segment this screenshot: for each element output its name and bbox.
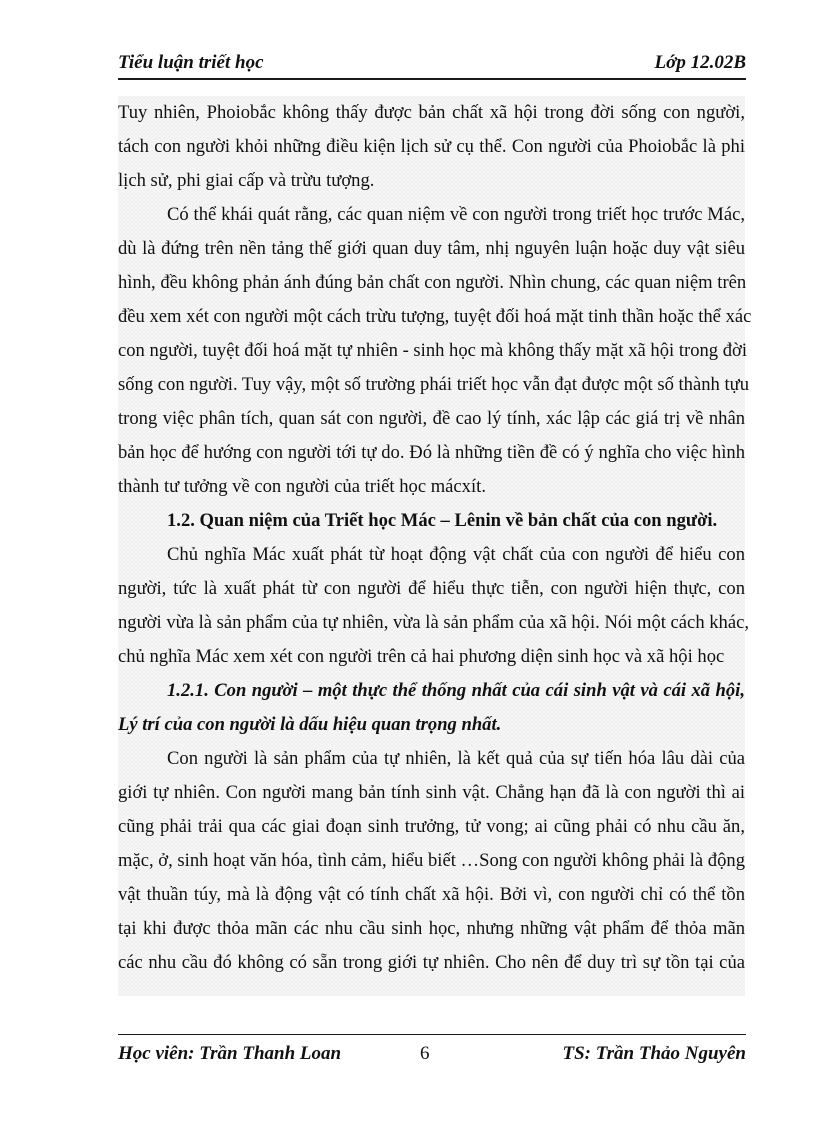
section-heading: 1.2. Quan niệm của Triết học Mác – Lênin về bản chất của con người. (167, 510, 718, 531)
text-line: Tuy nhiên, Phoiobắc không thấy được bản chất xã hội trong đời sống con người, (118, 102, 745, 123)
text-line: thành tư tưởng về con người của triết học mácxít. (118, 476, 486, 497)
header-title: Tiểu luận triết học (118, 52, 264, 73)
text-line: người vừa là sản phẩm của tự nhiên, vừa là sản phẩm của xã hội. Nói một cách khác, (118, 612, 750, 633)
text-line: con người, tuyệt đối hoá mặt tự nhiên - sinh học mà không thấy mặt xã hội trong đời (118, 340, 748, 361)
text-line: bản học để hướng con người tới tự do. Đó là những tiền đề có ý nghĩa cho việc hình (118, 442, 745, 463)
text-line: tách con người khỏi những điều kiện lịch sử cụ thể. Con người của Phoiobắc là phi (118, 136, 745, 157)
text-line: vật thuần túy, mà là động vật có tính chất xã hội. Bởi vì, con người chỉ có thể tồn (118, 884, 745, 905)
page-footer (118, 1034, 746, 1067)
text-line: sống con người. Tuy vậy, một số trường phái triết học vẫn đạt được một số thành tựu (118, 374, 750, 395)
text-line: Có thể khái quát rằng, các quan niệm về con người trong triết học trước Mác, (167, 204, 745, 225)
text-line: tại khi được thỏa mãn các nhu cầu sinh học, nhưng những vật phẩm để thỏa mãn (118, 918, 745, 939)
text-line: mặc, ở, sinh hoạt văn hóa, tình cảm, hiểu biết …Song con người không phải là động (118, 850, 745, 871)
footer-student: Học viên: Trần Thanh Loan (118, 1043, 342, 1064)
text-line: trong việc phân tích, quan sát con người, đề cao lý tính, xác lập các giá trị về nhân (118, 408, 745, 429)
text-line: chủ nghĩa Mác xem xét con người trên cả hai phương diện sinh học và xã hội học (118, 646, 725, 667)
header-class: Lớp 12.02B (654, 52, 746, 73)
page-number: 6 (420, 1043, 430, 1064)
text-line: giới tự nhiên. Con người mang bản tính sinh vật. Chẳng hạn đã là con người thì ai (118, 782, 745, 803)
subsection-heading: 1.2.1. Con người – một thực thể thống nhất của cái sinh vật và cái xã hội, (167, 680, 745, 701)
text-line: dù là đứng trên nền tảng thế giới quan duy tâm, nhị nguyên luận hoặc duy vật siêu (118, 238, 745, 259)
body-text (118, 96, 752, 996)
text-line: các nhu cầu đó không có sẵn trong giới tự nhiên. Cho nên để duy trì sự tồn tại của (118, 952, 745, 973)
text-line: người, tức là xuất phát từ con người để hiểu thực tiễn, con người hiện thực, con (118, 578, 745, 599)
text-line: Chủ nghĩa Mác xuất phát từ hoạt động vật chất của con người để hiểu con (167, 544, 745, 565)
text-line: cũng phải trải qua các giai đoạn sinh trưởng, tử vong; ai cũng phải có nhu cầu ăn, (118, 816, 745, 837)
subsection-heading-cont: Lý trí của con người là dấu hiệu quan trọng nhất. (118, 714, 502, 735)
footer-advisor: TS: Trần Thảo Nguyên (562, 1043, 746, 1064)
text-line: Con người là sản phẩm của tự nhiên, là kết quả của sự tiến hóa lâu dài của (167, 748, 745, 769)
text-line: hình, đều không phản ánh đúng bản chất con người. Nhìn chung, các quan niệm trên (118, 272, 747, 293)
page-header (118, 48, 746, 80)
text-line: lịch sử, phi giai cấp và trừu tượng. (118, 170, 375, 191)
text-line: đều xem xét con người một cách trừu tượng, tuyệt đối hoá mặt tinh thần hoặc thể xác (118, 306, 752, 327)
